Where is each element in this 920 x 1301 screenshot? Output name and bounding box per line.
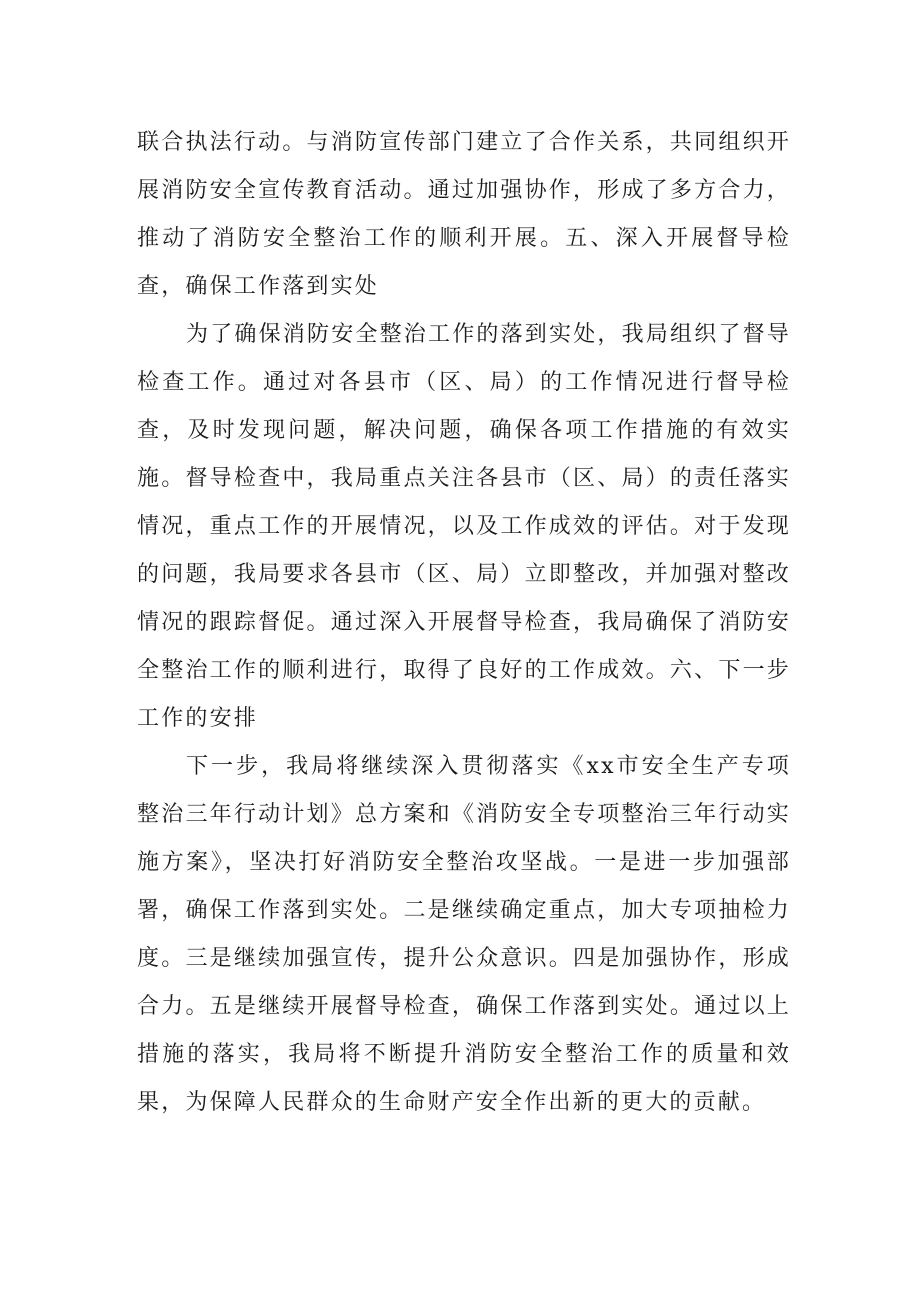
paragraph-2: 为了确保消防安全整治工作的落到实处，我局组织了督导检查工作。通过对各县市（区、局）的工作情况进行督导检查，及时发现问题，解决问题，确保各项工作措施的有效实施。督导检查中，我局重点关注各县市（区、局）的责任落实情况，重点工作的开展情况，以及工作成效的评估。对于发现的问题，我局要求各县市（区、局）立即整改，并加强对整改情况的跟踪督促。通过深入开展督导检查，我局确保了消防安全整治工作的顺利进行，取得了良好的工作成效。六、下一步工作的安排 <box>137 322 792 731</box>
paragraph-1: 联合执法行动。与消防宣传部门建立了合作关系，共同组织开展消防安全宣传教育活动。通过加强协作，形成了多方合力，推动了消防安全整治工作的顺利开展。五、深入开展督导检查，确保工作落到实处 <box>137 130 791 299</box>
document-body <box>137 119 791 1127</box>
paragraph-3: 下一步，我局将继续深入贯彻落实《xx市安全生产专项整治三年行动计划》总方案和《消防安全专项整治三年行动实施方案》，坚决打好消防安全整治攻坚战。一是进一步加强部署，确保工作落到实处。二是继续确定重点，加大专项抽检力度。三是继续加强宣传，提升公众意识。四是加强协作，形成合力。五是继续开展督导检查，确保工作落到实处。通过以上措施的落实，我局将不断提升消防安全整治工作的质量和效果，为保障人民群众的生命财产安全作出新的更大的贡献。 <box>137 754 791 1115</box>
